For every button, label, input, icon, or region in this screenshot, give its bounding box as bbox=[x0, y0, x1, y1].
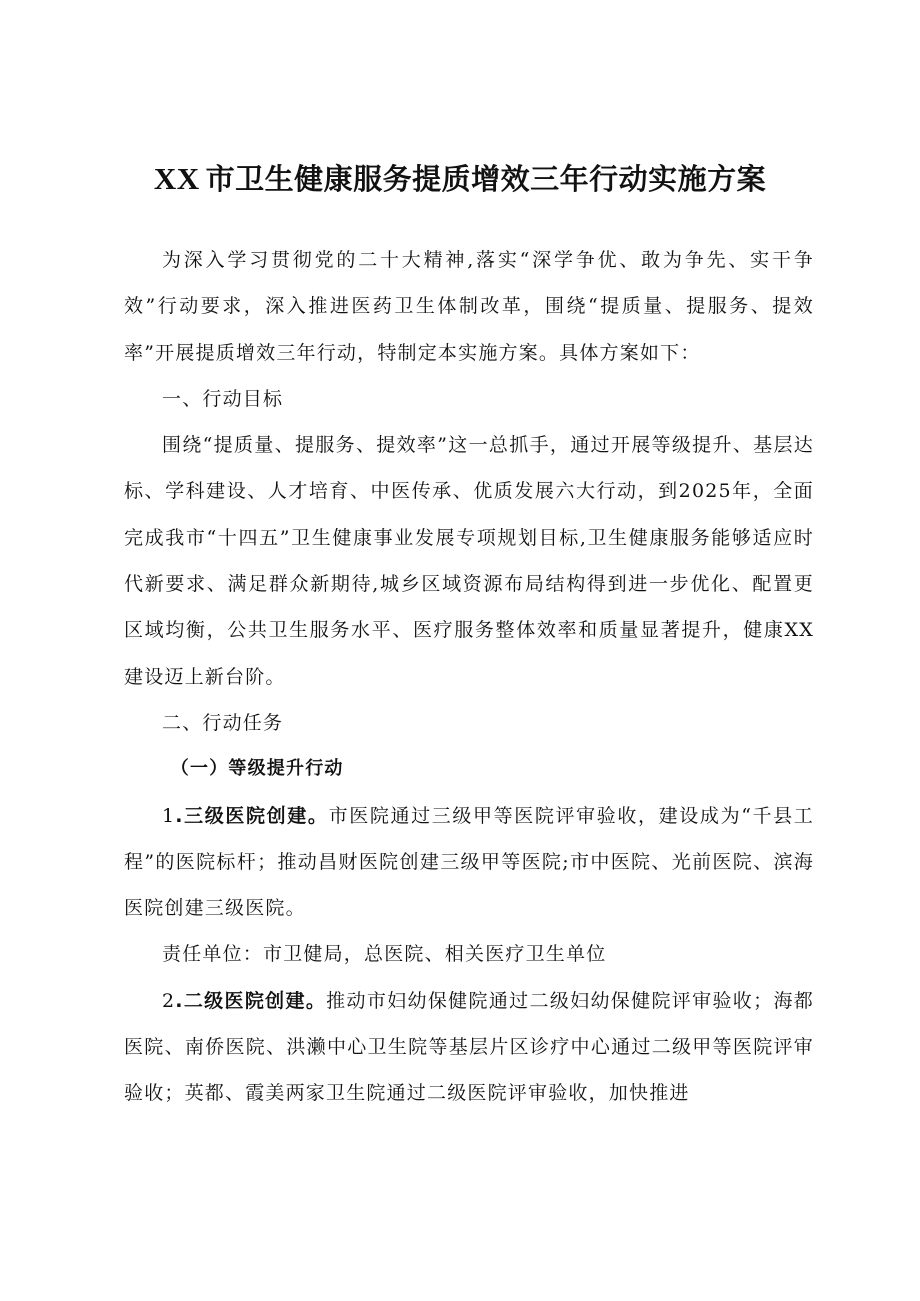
item-2-number: 2 bbox=[162, 989, 176, 1012]
section-heading-tasks: 二、行动任务 bbox=[162, 711, 284, 734]
item-1-body: 市医院通过三级甲等医院评审验收，建设成为“千县工程”的医院标杆；推动昌财医院创建三级甲等医院;市中医院、光前医院、滨海医院创建三级医院。 bbox=[124, 804, 815, 920]
item-2-paragraph bbox=[124, 978, 814, 1117]
document-body bbox=[124, 237, 814, 1117]
item-1-number: 1 bbox=[162, 804, 176, 827]
item-1-responsibility: 责任单位：市卫健局，总医院、相关医疗卫生单位 bbox=[162, 943, 607, 966]
title-prefix: XX bbox=[153, 161, 200, 197]
item-2-body: 推动市妇幼保健院通过二级妇幼保健院评审验收；海都医院、南侨医院、洪濑中心卫生院等基层片区诊疗中心通过二级甲等医院评审验收；英都、霞美两家卫生院通过二级医院评审验收，加快推进 bbox=[124, 989, 814, 1105]
item-1-lead: .三级医院创建。 bbox=[175, 804, 329, 827]
subsection-heading-level-upgrade: （一）等级提升行动 bbox=[170, 758, 344, 780]
item-2-lead: .二级医院创建。 bbox=[175, 989, 327, 1012]
section-heading-goals: 一、行动目标 bbox=[162, 387, 284, 410]
intro-paragraph: 为深入学习贯彻党的二十大精神,落实“深学争优、敢为争先、实干争效”行动要求，深入推进医药卫生体制改革，围绕“提质量、提服务、提效率”开展提质增效三年行动，特制定本实施方案。具体方案如下： bbox=[124, 249, 814, 364]
goals-paragraph: 围绕“提质量、提服务、提效率”这一总抓手，通过开展等级提升、基层达标、学科建设、人才培育、中医传承、优质发展六大行动，到2025年，全面完成我市“十四五”卫生健康事业发展专项规划目标,卫生健康服务能够适应时代新要求、满足群众新期待,城乡区域资源布局结构得到进一步优化、配置更区域均衡，公共卫生服务水平、医疗服务整体效率和质量显著提升，健康XX建设迈上新台阶。 bbox=[124, 434, 814, 688]
document-title bbox=[0, 157, 920, 201]
item-1-paragraph bbox=[124, 793, 814, 932]
title-main: 市卫生健康服务提质增效三年行动实施方案 bbox=[205, 162, 767, 197]
